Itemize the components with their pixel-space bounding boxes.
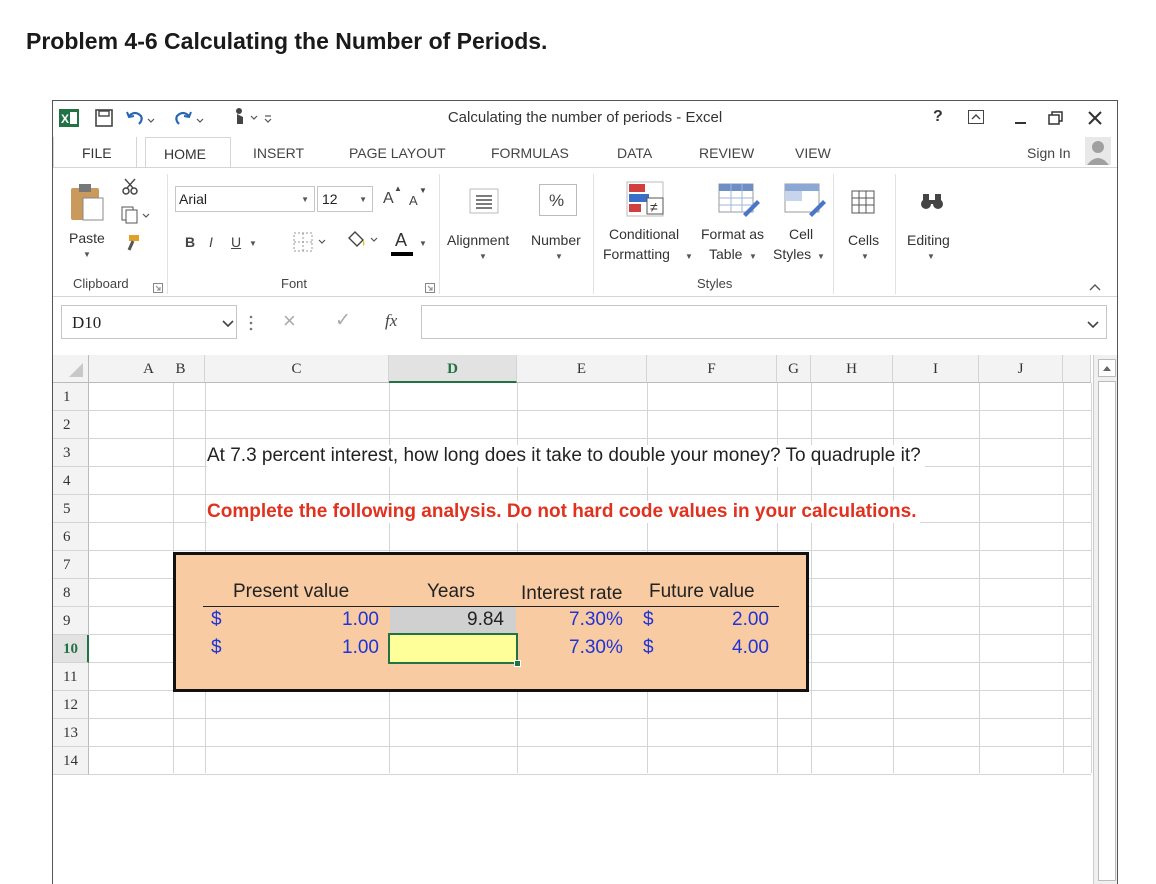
tab-home[interactable] <box>145 137 231 167</box>
expand-formula-icon[interactable] <box>1087 317 1099 335</box>
grow-font-arrow-icon: ▲ <box>394 184 402 193</box>
row-header-3[interactable]: 3 <box>53 439 89 467</box>
number-format-button[interactable] <box>539 184 577 216</box>
alignment-icon[interactable] <box>469 188 499 219</box>
font-name-value: Arial <box>179 191 208 207</box>
number-dropdown-icon[interactable]: ▼ <box>555 252 563 261</box>
ribbon-tabs <box>53 137 1117 167</box>
user-avatar-icon[interactable] <box>1085 137 1111 170</box>
row-header-12[interactable]: 12 <box>53 691 89 719</box>
minimize-icon[interactable] <box>1013 111 1029 130</box>
formatting-label[interactable]: Formatting <box>603 246 670 262</box>
svg-text:X: X <box>61 112 70 126</box>
sign-in-link[interactable]: Sign In <box>1027 145 1071 161</box>
tab-view[interactable]: VIEW <box>795 145 831 161</box>
row-header-10[interactable]: 10 <box>53 635 89 663</box>
paste-icon[interactable] <box>67 182 105 227</box>
cells-label[interactable]: Cells <box>848 232 880 248</box>
tab-insert[interactable]: INSERT <box>253 145 305 161</box>
format-as-label[interactable]: Format as <box>701 226 765 242</box>
vertical-scrollbar[interactable] <box>1093 355 1118 884</box>
table-label[interactable]: Table <box>709 246 743 262</box>
format-painter-icon[interactable] <box>121 234 141 257</box>
header-future-value: Future value <box>649 581 755 602</box>
ribbon <box>53 167 1117 297</box>
years-value: 9.84 <box>467 609 504 630</box>
formula-input[interactable] <box>421 305 1107 339</box>
row-header-13[interactable]: 13 <box>53 719 89 747</box>
font-color-icon[interactable]: A <box>395 230 408 250</box>
cell-styles-icon[interactable] <box>783 180 827 225</box>
formula-bar <box>53 305 1117 341</box>
column-header-c[interactable]: C <box>205 355 389 383</box>
scroll-up-icon[interactable] <box>1098 359 1116 377</box>
selected-cell-d10[interactable] <box>388 633 518 664</box>
insert-function-icon[interactable]: fx <box>385 311 398 330</box>
font-size-select[interactable] <box>317 186 373 212</box>
pv-currency-sign: $ <box>211 637 222 658</box>
tab-page-layout[interactable]: PAGE LAYOUT <box>349 145 446 161</box>
tab-file-label: FILE <box>82 145 112 161</box>
pv-currency-sign: $ <box>211 609 222 630</box>
bold-button[interactable]: B <box>185 234 196 250</box>
excel-window <box>52 100 1118 884</box>
ribbon-display-icon[interactable] <box>968 110 984 129</box>
tab-formulas[interactable]: FORMULAS <box>491 145 569 161</box>
row-header-5[interactable]: 5 <box>53 495 89 523</box>
restore-icon[interactable] <box>1048 110 1064 131</box>
underline-button[interactable]: U <box>231 234 242 250</box>
row-header-8[interactable]: 8 <box>53 579 89 607</box>
shrink-font-icon[interactable]: A <box>409 193 418 208</box>
present-value-cell[interactable]: 1.00 <box>342 609 379 630</box>
chevron-down-icon: ▼ <box>359 195 367 204</box>
collapse-ribbon-icon[interactable] <box>1089 278 1101 296</box>
copy-icon[interactable] <box>121 206 151 229</box>
select-all-corner[interactable] <box>53 355 89 383</box>
row-header-14[interactable]: 14 <box>53 747 89 775</box>
font-color-dropdown-icon[interactable]: ▼ <box>419 239 427 248</box>
paste-label[interactable]: Paste <box>69 230 105 246</box>
conditional-formatting-icon[interactable] <box>625 180 665 225</box>
column-header-i[interactable]: I <box>893 355 979 383</box>
instruction-text: Complete the following analysis. Do not hard code values in your calculations. <box>207 501 920 523</box>
fv-currency-sign: $ <box>643 609 654 630</box>
shrink-font-arrow-icon: ▼ <box>419 186 427 195</box>
column-header-g[interactable]: G <box>777 355 811 383</box>
alignment-dropdown-icon[interactable]: ▼ <box>479 252 487 261</box>
row-header-2[interactable]: 2 <box>53 411 89 439</box>
row-header-9[interactable]: 9 <box>53 607 89 635</box>
tab-file[interactable] <box>53 137 137 167</box>
column-header-d[interactable]: D <box>389 355 517 383</box>
header-interest-rate: Interest rate <box>521 583 623 604</box>
interest-rate-cell[interactable]: 7.30% <box>569 637 623 658</box>
font-name-select[interactable] <box>175 186 315 212</box>
number-label[interactable]: Number <box>531 232 581 248</box>
scroll-thumb[interactable] <box>1098 381 1116 881</box>
styles-button-label[interactable]: Styles <box>773 246 812 262</box>
styles-group-label: Styles <box>697 276 733 291</box>
tab-data[interactable]: DATA <box>617 145 653 161</box>
format-as-table-icon[interactable] <box>717 180 761 225</box>
editing-dropdown-icon[interactable]: ▼ <box>927 252 935 261</box>
column-header-blank <box>1063 355 1091 383</box>
close-icon[interactable] <box>1087 110 1103 131</box>
enter-icon[interactable]: ✓ <box>335 310 351 331</box>
chevron-down-icon: ▼ <box>301 195 309 204</box>
header-present-value: Present value <box>233 581 350 602</box>
page-title: Problem 4-6 Calculating the Number of Periods. <box>26 28 548 54</box>
name-box-value: D10 <box>72 313 102 332</box>
clipboard-launcher-icon[interactable] <box>153 280 163 298</box>
cells-icon[interactable] <box>851 190 875 219</box>
cut-icon[interactable] <box>121 178 139 201</box>
column-header-a[interactable]: A <box>89 355 209 383</box>
font-launcher-icon[interactable] <box>425 280 435 298</box>
italic-button[interactable]: I <box>209 234 213 250</box>
column-header-h[interactable]: H <box>811 355 893 383</box>
table-dropdown-icon[interactable]: ▼ <box>749 252 757 261</box>
font-color-bar <box>391 252 413 256</box>
fv-currency-sign: $ <box>643 637 654 658</box>
conditional-label[interactable]: Conditional <box>609 226 680 242</box>
borders-icon[interactable] <box>293 232 329 257</box>
question-text: At 7.3 percent interest, how long does it take to double your money? To quadruple it? <box>207 445 925 467</box>
title-bar <box>53 101 1117 135</box>
underline-dropdown-icon[interactable]: ▼ <box>249 239 257 248</box>
row-header-11[interactable]: 11 <box>53 663 89 691</box>
fill-handle[interactable] <box>514 660 521 667</box>
years-cell[interactable] <box>390 607 516 634</box>
column-header-b[interactable]: B <box>173 355 205 383</box>
future-value-cell[interactable]: 2.00 <box>732 609 769 630</box>
fill-color-icon[interactable] <box>345 228 381 257</box>
drag-handle-icon[interactable] <box>249 315 253 336</box>
row-header-6[interactable]: 6 <box>53 523 89 551</box>
percent-icon: % <box>549 191 565 210</box>
formatting-dropdown-icon[interactable]: ▼ <box>685 252 693 261</box>
clipboard-group-label: Clipboard <box>73 276 129 291</box>
alignment-label[interactable]: Alignment <box>447 232 510 248</box>
row-header-7[interactable]: 7 <box>53 551 89 579</box>
cell-label[interactable]: Cell <box>789 226 814 242</box>
cancel-icon[interactable]: × <box>283 308 296 333</box>
cells-dropdown-icon[interactable]: ▼ <box>861 252 869 261</box>
column-header-j[interactable]: J <box>979 355 1063 383</box>
header-years: Years <box>427 581 475 602</box>
column-header-e[interactable]: E <box>517 355 647 383</box>
paste-dropdown-icon[interactable]: ▼ <box>83 250 91 259</box>
row-header-4[interactable]: 4 <box>53 467 89 495</box>
grow-font-icon[interactable]: A <box>383 190 394 207</box>
editing-icon[interactable] <box>919 192 945 217</box>
font-group-label: Font <box>281 276 308 291</box>
help-icon[interactable]: ? <box>933 108 943 125</box>
font-size-value: 12 <box>322 191 338 207</box>
window-title: Calculating the number of periods - Excel <box>447 109 723 126</box>
tab-home-label: HOME <box>164 146 206 162</box>
future-value-cell[interactable]: 4.00 <box>732 637 769 658</box>
styles-dropdown-icon[interactable]: ▼ <box>817 252 825 261</box>
tab-review[interactable]: REVIEW <box>699 145 755 161</box>
column-header-f[interactable]: F <box>647 355 777 383</box>
row-header-1[interactable]: 1 <box>53 383 89 411</box>
svg-text:≠: ≠ <box>650 199 658 215</box>
editing-label[interactable]: Editing <box>907 232 950 248</box>
chevron-down-icon[interactable] <box>222 316 234 334</box>
interest-rate-cell[interactable]: 7.30% <box>569 609 623 630</box>
name-box[interactable] <box>61 305 237 339</box>
present-value-cell[interactable]: 1.00 <box>342 637 379 658</box>
